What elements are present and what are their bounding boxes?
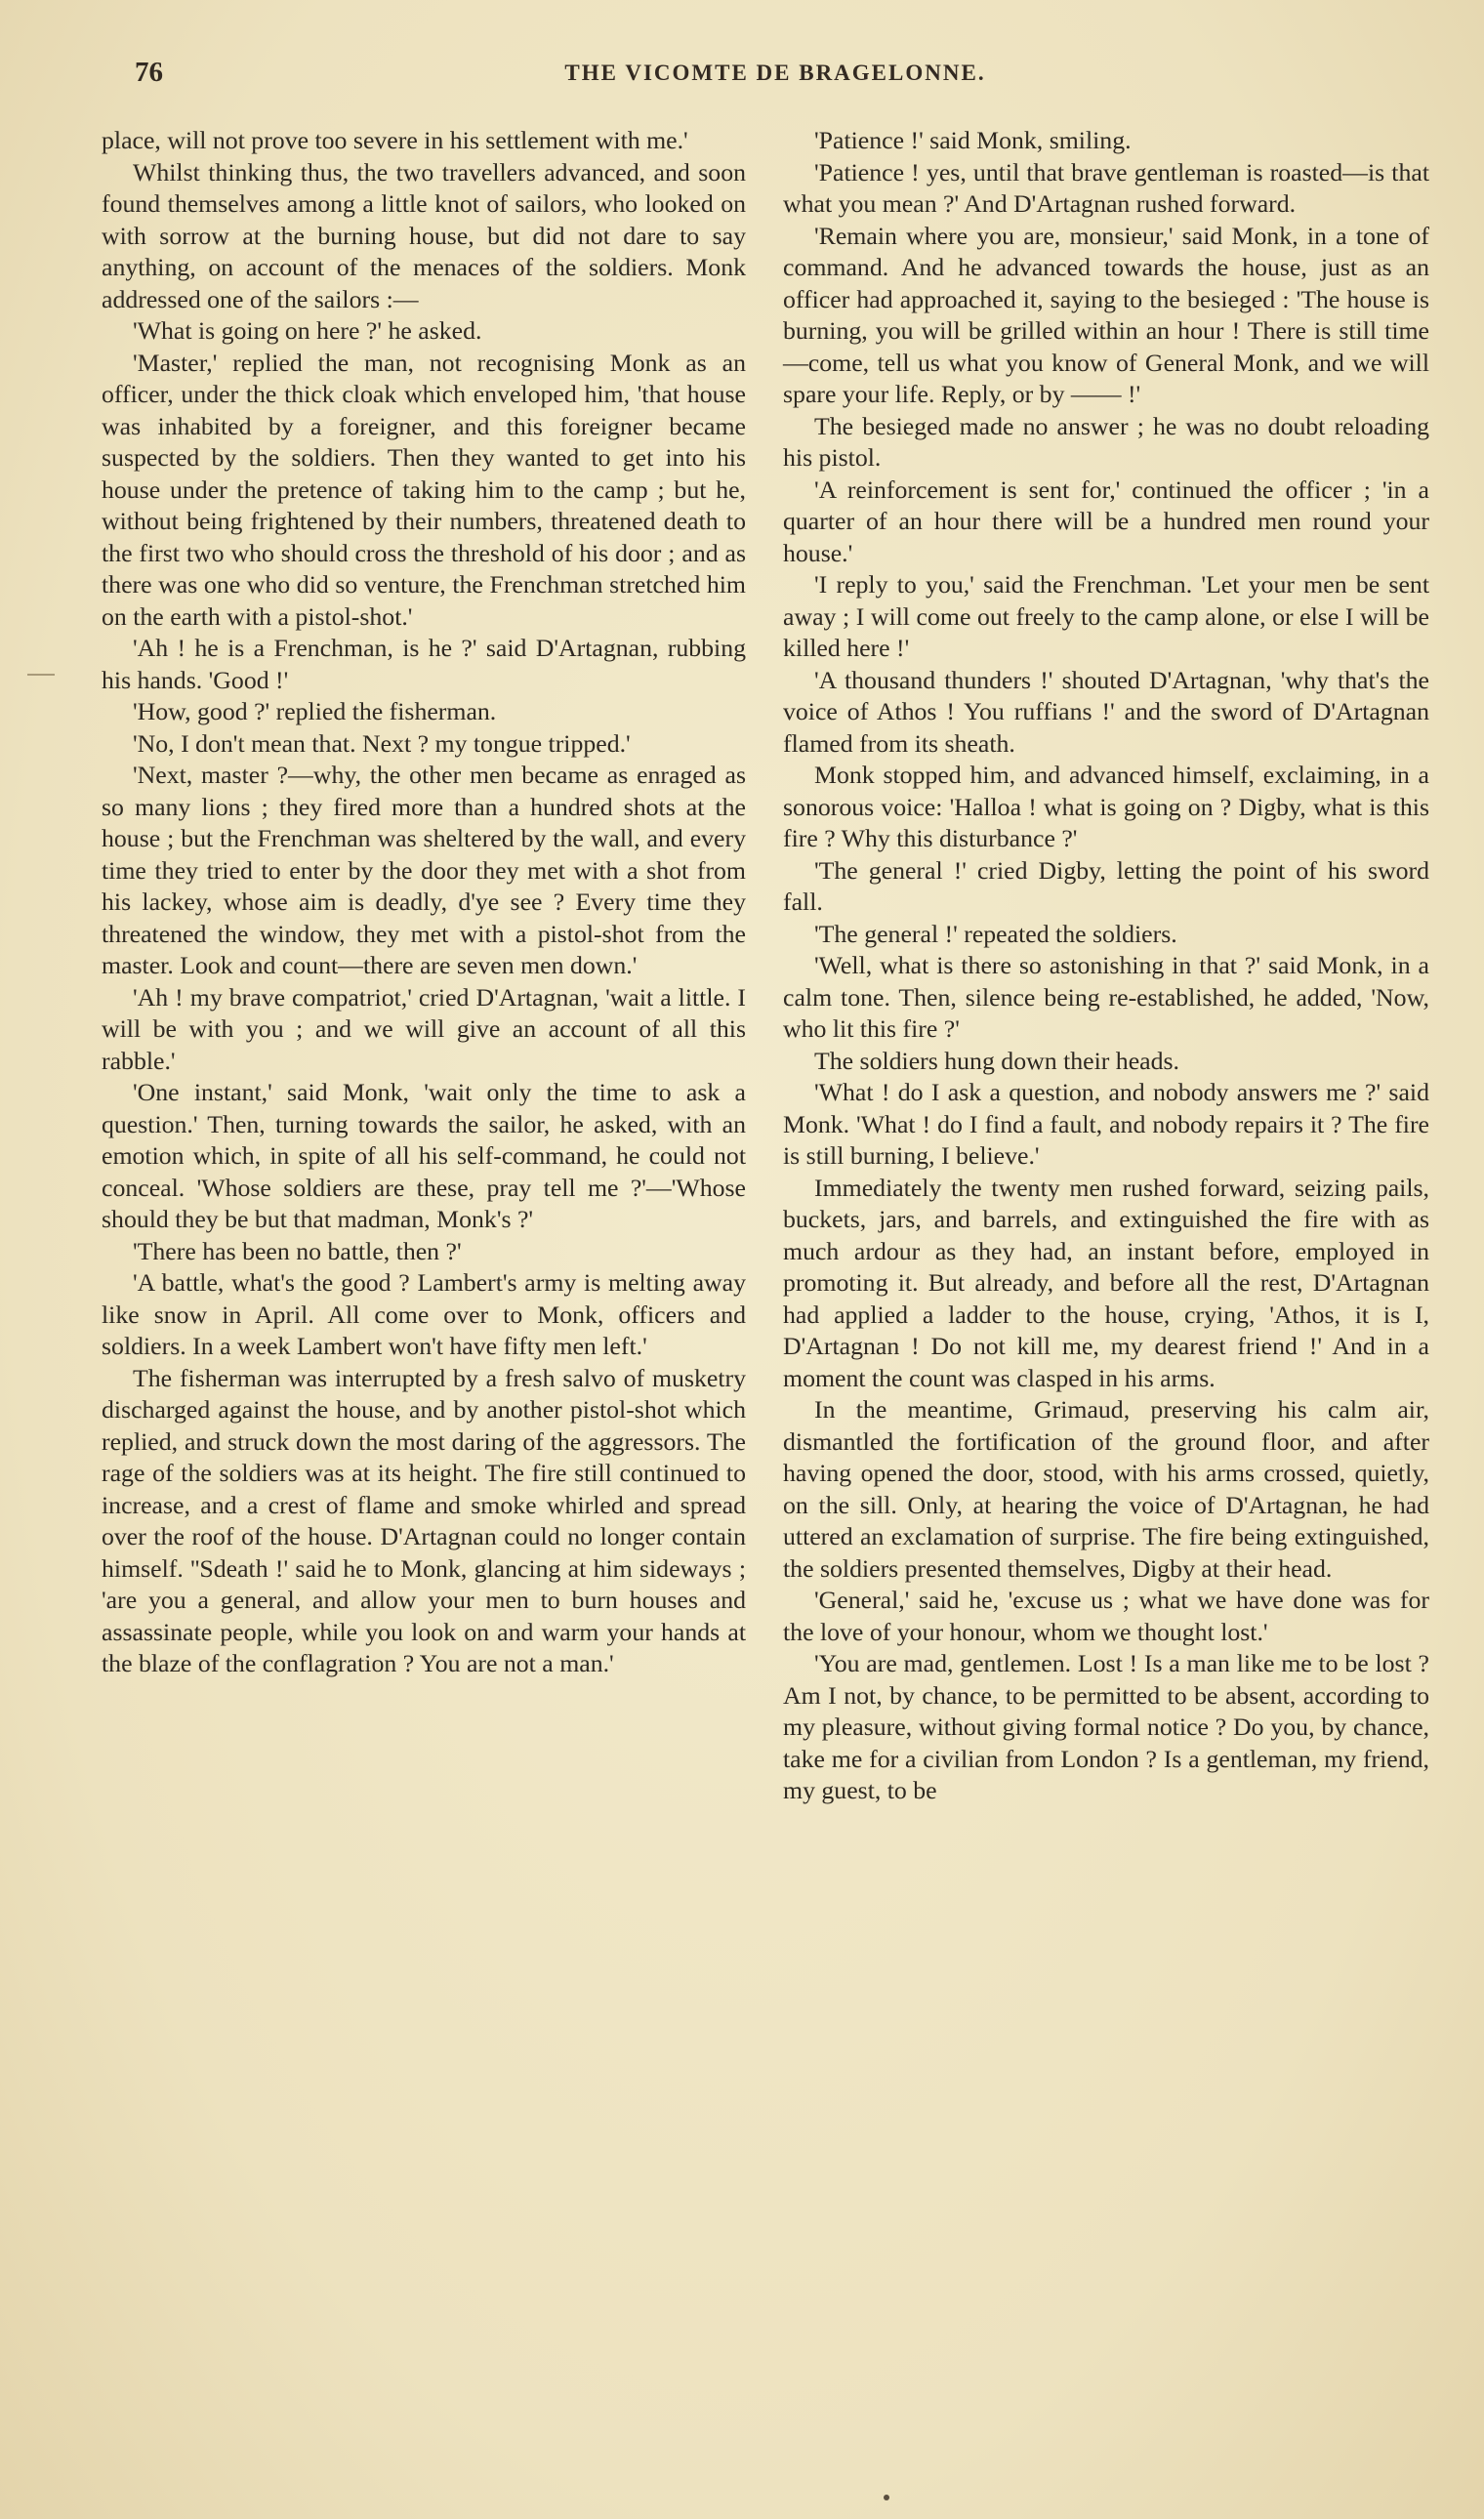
paragraph: 'Patience !' said Monk, smiling. [814, 126, 1132, 154]
paragraph: 'A reinforcement is sent for,' continued the officer ; 'in a quarter of an hour there will be a hundred men round your house.' [783, 475, 1429, 567]
margin-pencil-mark [27, 674, 55, 676]
paper-speck [884, 2495, 889, 2500]
paragraph: The besieged made no answer ; he was no doubt reloading his pistol. [783, 411, 1429, 472]
paragraph: 'Remain where you are, monsieur,' said Monk, in a tone of command. And he advanced towards the house, just as an officer had approached it, saying to the besieged : 'The house is burning, you will be grilled within an hour ! There is still time—come, tell us what you know of General Monk, and we will spare your life. Reply, or by —— !' [783, 221, 1429, 408]
paragraph: 'Ah ! he is a Frenchman, is he ?' said D'Artagnan, rubbing his hands. 'Good !' [102, 634, 746, 694]
paragraph: Immediately the twenty men rushed forward, seizing pails, buckets, jars, and barrels, and extinguished the fire with as much ardour as they had, an instant before, employed in promoting it. But already, and before all the rest, D'Artagnan had applied a ladder to the house, crying, 'Athos, it is I, D'Artagnan ! Do not kill me, my dearest friend !' And in a moment the count was clasped in his arms. [783, 1173, 1429, 1392]
paragraph: 'How, good ?' replied the fisherman. [133, 697, 497, 725]
paragraph: 'The general !' cried Digby, letting the point of his sword fall. [783, 855, 1429, 916]
paragraph: 'The general !' repeated the soldiers. [814, 919, 1177, 948]
paragraph: 'You are mad, gentlemen. Lost ! Is a man like me to be lost ? Am I not, by chance, to be permitted to be absent, according to my pleasure, without giving formal notice ? Do you, by chance, take me for a civilian from London ? Is a gentleman, my friend, my guest, to be [783, 1649, 1429, 1804]
running-title: THE VICOMTE DE BRAGELONNE. [564, 61, 986, 85]
paragraph: 'One instant,' said Monk, 'wait only the time to ask a question.' Then, turning towards the sailor, he asked, with an emotion which, in spite of all his self-command, he could not conceal. 'Whose soldiers are these, pray tell me ?'—'Whose should they be but that madman, Monk's ?' [102, 1078, 746, 1233]
paragraph: Monk stopped him, and advanced himself, exclaiming, in a sonorous voice: 'Halloa ! what is going on ? Digby, what is this fire ? Why this disturbance ?' [783, 761, 1429, 852]
paragraph: 'There has been no battle, then ?' [133, 1236, 462, 1265]
paragraph: 'Ah ! my brave compatriot,' cried D'Artagnan, 'wait a little. I will be with you ; and we will give an account of all this rabble.' [102, 982, 746, 1075]
paragraph: 'I reply to you,' said the Frenchman. 'Let your men be sent away ; I will come out freely to the camp alone, or else I will be killed here !' [783, 570, 1429, 662]
paragraph: 'No, I don't mean that. Next ? my tongue tripped.' [133, 728, 631, 758]
paragraph: 'Well, what is there so astonishing in that ?' said Monk, in a calm tone. Then, silence being re-established, he added, 'Now, who lit this fire ?' [783, 951, 1429, 1043]
paragraph: Whilst thinking thus, the two travellers advanced, and soon found themselves among a little knot of sailors, who looked on with sorrow at the burning house, but did not dare to say anything, on account of the menaces of the soldiers. Monk addressed one of the sailors :— [102, 157, 746, 313]
continued-paragraph: place, will not prove too severe in his settlement with me.' [102, 126, 688, 154]
paragraph: The soldiers hung down their heads. [814, 1046, 1179, 1075]
paragraph: 'General,' said he, 'excuse us ; what we have done was for the love of your honour, whom we thought lost.' [783, 1586, 1429, 1646]
paragraph: The fisherman was interrupted by a fresh salvo of musketry discharged against the house, and by another pistol-shot which replied, and struck down the most daring of the aggressors. The rage of the soldiers was at its height. The fire still continued to increase, and a crest of flame and smoke whirled and spread over the roof of the house. D'Artagnan could no longer contain himself. ''Sdeath !' said he to Monk, glancing at him sideways ; 'are you a general, and allow your men to burn houses and assassinate people, while you look on and warm your hands at the blaze of the conflagration ? You are not a man.' [102, 1363, 746, 1677]
paragraph: 'A thousand thunders !' shouted D'Artagnan, 'why that's the voice of Athos ! You ruffians !' and the sword of D'Artagnan flamed from its sheath. [783, 665, 1429, 758]
paragraph: 'Master,' replied the man, not recognising Monk as an officer, under the thick cloak which enveloped him, 'that house was inhabited by a foreigner, and this foreigner became suspected by the soldiers. Then they wanted to get into his house under the pretence of taking him to the camp ; but he, without being frightened by their numbers, threatened death to the first two who should cross the threshold of his door ; and as there was one who did so venture, the Frenchman stretched him on the earth with a pistol-shot.' [102, 348, 746, 631]
paragraph: 'Next, master ?—why, the other men became as enraged as so many lions ; they fired more than a hundred shots at the house ; but the Frenchman was sheltered by the wall, and every time they tried to enter by the door they met with a shot from his lackey, whose aim is deadly, d'ye see ? Every time they threatened the window, they met with a pistol-shot from the master. Look and count—there are seven men down.' [102, 761, 746, 979]
right-text-column [783, 125, 1429, 1807]
paragraph: In the meantime, Grimaud, preserving his calm air, dismantled the fortification of the ground floor, and after having opened the door, stood, with his arms crossed, quietly, on the sill. Only, at hearing the voice of D'Artagnan, he had uttered an exclamation of surprise. The fire being extinguished, the soldiers presented themselves, Digby at their head. [783, 1395, 1429, 1583]
left-text-column [102, 125, 746, 1680]
paragraph: 'A battle, what's the good ? Lambert's army is melting away like snow in April. All come over to Monk, officers and soldiers. In a week Lambert won't have fifty men left.' [102, 1268, 746, 1360]
page-number: 76 [135, 57, 163, 88]
paragraph: 'Patience ! yes, until that brave gentleman is roasted—is that what you mean ?' And D'Artagnan rushed forward. [783, 157, 1429, 218]
paragraph: 'What is going on here ?' he asked. [133, 316, 482, 345]
paragraph: 'What ! do I ask a question, and nobody answers me ?' said Monk. 'What ! do I find a fault, and nobody repairs it ? The fire is still burning, I believe.' [783, 1078, 1429, 1170]
page-header [102, 57, 1449, 96]
